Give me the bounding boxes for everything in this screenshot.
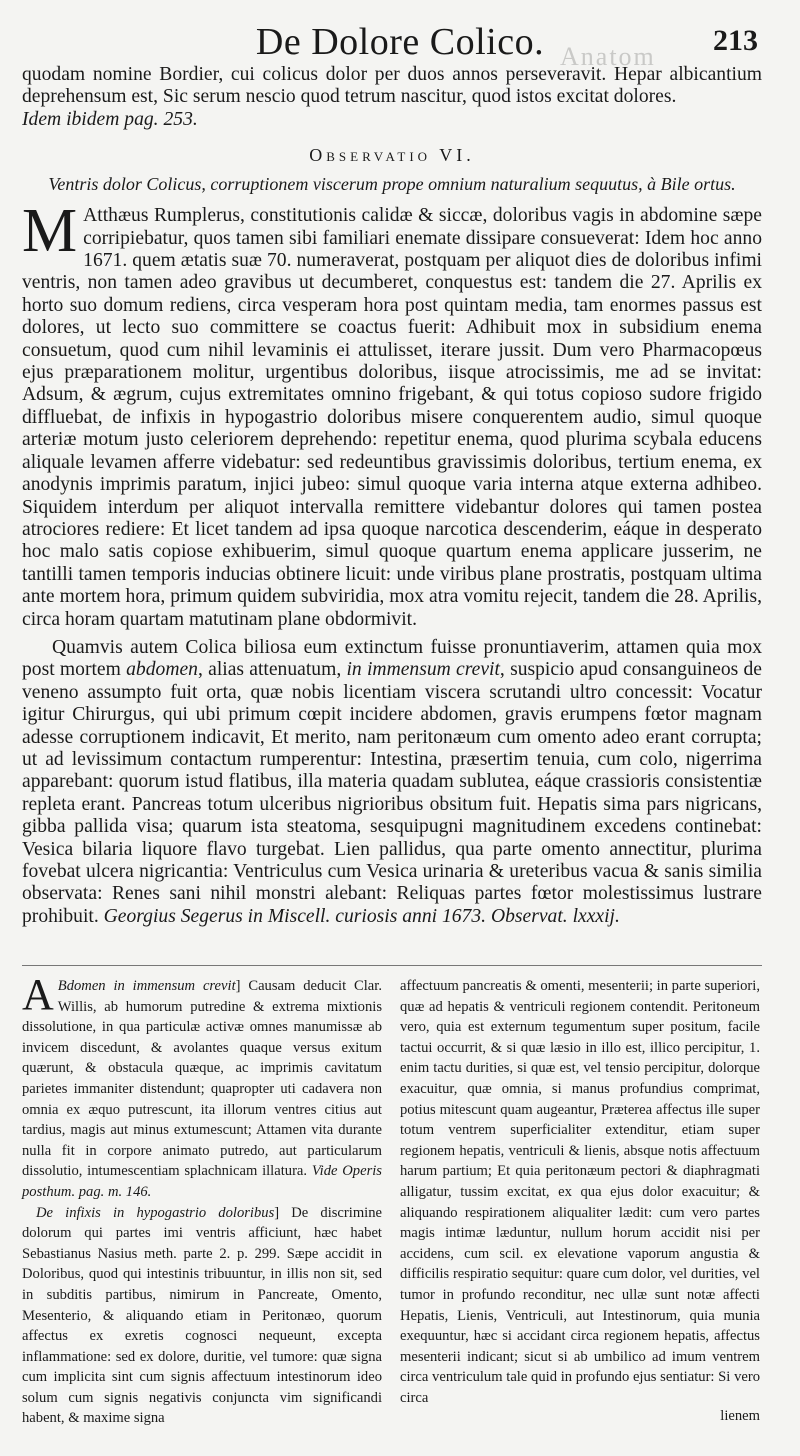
para2-italic-crevit: in immensum crevit	[346, 659, 500, 681]
para2-part-e: , suspicio apud consanguineos de veneno assumpto fuit orta, quæ nobis licentiam viscera scrutandi ultro concessit: Vocatur igitur Chirurgus, qui ubi primum cœpit incidere abdomen, gravis erumpens fœtor magnam adesse corruptionem indicavit, Et merito, nam peritonæum cum omento adeo erant corrupta; ut ad levissimum contactum rumperentur: Intestina, præsertim tenuia, cum colo, nigerrima apparebant: quorum istud flatibus, illa materia quadam sublutea, eáque crassioris consistentiæ repleta erant. Pancreas totum ulceribus nigrioribus obsitum fuit. Hepatis sima pars nigricans, gibba pallida visa; quarum ista steatoma, sesquipugni magnitudinem excedens continebat: Vesica bilaria liquore flavo turgebat. Lien pallidus, qua parte omento annectitur, plurima fovebat ulcera nigricantia: Ventriculus cum Vesica urinaria & ureteribus vacua & sanis similia observata: Renes sani nihil monstri alebant: Reliquas partes fœtor molestissimus lustrare prohibuit.	[22, 659, 762, 927]
commentary-left-text-2: ] De discrimine dolorum qui partes imi ventris afficiunt, hæc habet Sebastianus Nasius meth. parte 2. p. 299. Sæpe accidit in Doloribus, quod qui intestinis tribuuntur, in illis non sit, sed in subditis partibus, nimirum in Pancreate, Omento, Mesenterio, & aliquando etiam in Peritonæo, quorum affectus ex exretis cognosci nequeunt, excepta inflammatione: sed ex dolore, duritie, vel tumore: quæ signa cum implicita sint cum signis affectuum intestinorum ideo solum cum signis negativis conjuncta vim significandi habent, & maxime signa	[22, 1204, 382, 1427]
para2-part-c: , alias attenuatum,	[197, 659, 347, 681]
intro-source: Idem ibidem pag. 253.	[22, 108, 198, 130]
observation-heading: Observatio VI.	[309, 145, 475, 166]
observation-paragraph-1	[22, 197, 762, 631]
bleed-through-text: Anatom	[560, 42, 656, 71]
intro-paragraph	[22, 64, 762, 131]
commentary-left-ref: Vide Operis posthum. pag. m. 146.	[22, 1163, 382, 1200]
commentary-left-para-2	[22, 1203, 382, 1430]
commentary-right-para: affectuum pancreatis & omenti, mesenterii; in parte superiori, quæ ad hepatis & ventriculi regionem contendit. Peritoneum vero, quia est externum tegumentum super positum, facile tactui occurrit, & si quæ læsio in illo est, illico percipitur, 1. enim tactu durities, si quæ est, vel tensio percipitur, dolorque exacuitur, quæ omnia, si manus profundius comprimat, potius mitescunt quam augeantur, Præterea affectus ille super totum ventrem superficialiter extenditur, etiam super regionem hepatis, ventriculi & lienis, absque notis affectuum harum partium; Et quia peritonæum pectori & diaphragmati alligatur, tussim excitat, ex qua ejus dolor exacuitur; & aliquando respirationem aliqualiter lædit: cum vero partes magis intimæ læduntur, nullum horum accidit nisi per accidens, cum scil. ex elevatione vaporum angustia & difficilis respiratio sequitur: quare cum dolor, vel durities, vel tumor in profundo reconditur, nec ullæ sunt notæ affecti Hepatis, Lienis, Ventriculi, aut Intestinorum, quia munia exequuntur, hæc si accidant circa regionem hepatis, affectus mesenterii indicant; sicut si ab umbilico ad imum ventrem circa ventriculum tale quid in profundo ejus sentiatur: Si vero circa	[400, 978, 760, 1406]
page-number: 213	[713, 24, 758, 57]
observation-source: Georgius Segerus in Miscell. curiosis anni 1673. Observat. lxxxij.	[103, 905, 620, 927]
commentary-columns	[22, 970, 762, 1446]
lemma-abdomen: Bdomen in immensum crevit	[57, 978, 236, 994]
drop-capital-m: M	[22, 197, 78, 266]
observation-para1-text: Atthæus Rumplerus, constitutionis calidæ & siccæ, doloribus vagis in abdomine sæpe corripiebatur, quos tamen sibi familiari enemate dissipare consueverat: Idem hoc anno 1671. quem ætatis suæ 70. numeraverat, postquam per aliquot dies de doloribus infimi ventris, non tamen adeo gravibus ut decumberet, conquestus est: tandem die 27. Aprilis ex horto suo domum rediens, circa vesperam hora post quintam media, tam enormes passus est dolores, ut lecto suo committere se coactus fuerit: Adhibuit mox in subsidium enema consuetum, quod cum nihil levaminis ei attulisset, iterare jussit. Dum vero Pharmacopœus ejus præparationem molitur, urgentibus doloribus, iisque atrocissimis, me ad se invitat: Adsum, & ægrum, cujus extremitates omnino frigebant, & qui totus copioso sudore frigido diffluebat, de infixis in hypogastrio doloribus misere conquerentem audio, simul quoque arteriæ motum justo celeriorem deprehendo: repetitur enema, quod plurima scybala educens aliquale levamen afferre videbatur: sed redeuntibus gravissimis doloribus, tertium enema, ex anodynis imprimis paratum, injici jubeo: simul quoque varia interna atque externa adhibeo. Siquidem interdum per aliquot intervalla remittere videbantur dolores qui tamen postea atrociores rediere: Et licet tandem ad ipsa quoque narcotica descenderim, eáque in desperato hoc malo satis copiose exhibuerim, simul quoque quartum enema applicare jusserim, ne tantilli tamen temporis inducias obtinere licuit: unde viribus plane prostratis, postquam ultima ante mortem hora, primum quidem subviridia, mox atra vomitu rejecit, tandem die 28. Aprilis, circa horam quartam matutinam plane obdormivit.	[22, 205, 762, 630]
lemma-infixis: De infixis in hypogastrio doloribus	[36, 1204, 275, 1221]
commentary-right-column	[400, 976, 760, 1425]
catchword: lienem	[720, 1408, 760, 1425]
section-divider	[22, 965, 762, 966]
observation-paragraph-2	[22, 637, 762, 928]
intro-text: quodam nomine Bordier, cui colicus dolor per duos annos perseveravit. Hepar albicantium deprehensum est, Sic serum nescio quod tetrum nascitur, quod istos excitat dolores.	[22, 64, 762, 108]
main-text-block	[22, 64, 762, 928]
drop-capital-a: A	[22, 970, 54, 1019]
para2-part-a: Quamvis autem Colica biliosa eum extinctum fuisse pronuntiaverim, attamen quia mox post mortem	[22, 636, 762, 681]
running-header	[0, 20, 800, 70]
observation-subtitle: Ventris dolor Colicus, corruptionem viscerum prope omnium naturalium sequutus, à Bile ortus.	[48, 174, 736, 195]
para2-italic-abdomen: abdomen	[126, 659, 198, 681]
page-title: De Dolore Colico.	[255, 21, 545, 63]
commentary-left-column	[22, 970, 382, 1429]
commentary-left-para-1	[22, 970, 382, 1203]
commentary-left-text-1: ] Causam deducit Clar. Willis, ab humorum putredine & extrema mixtionis dissolutione, in qua particulæ activæ omnes manumissæ ab invicem discedunt, & avolantes quaque versus exitum quærunt, & obstacula quæque, ac imprimis cavitatum parietes immaniter distendunt; quapropter uti cadavera non omnia ex æquo putrescunt, ita illorum ventres citius aut tardius, magis aut minus extumescunt; Attamen vita durante nulla fit in corpore animato putredo, aut particularum dissolutio, intumescentiam splachnicam illatura.	[22, 978, 382, 1180]
